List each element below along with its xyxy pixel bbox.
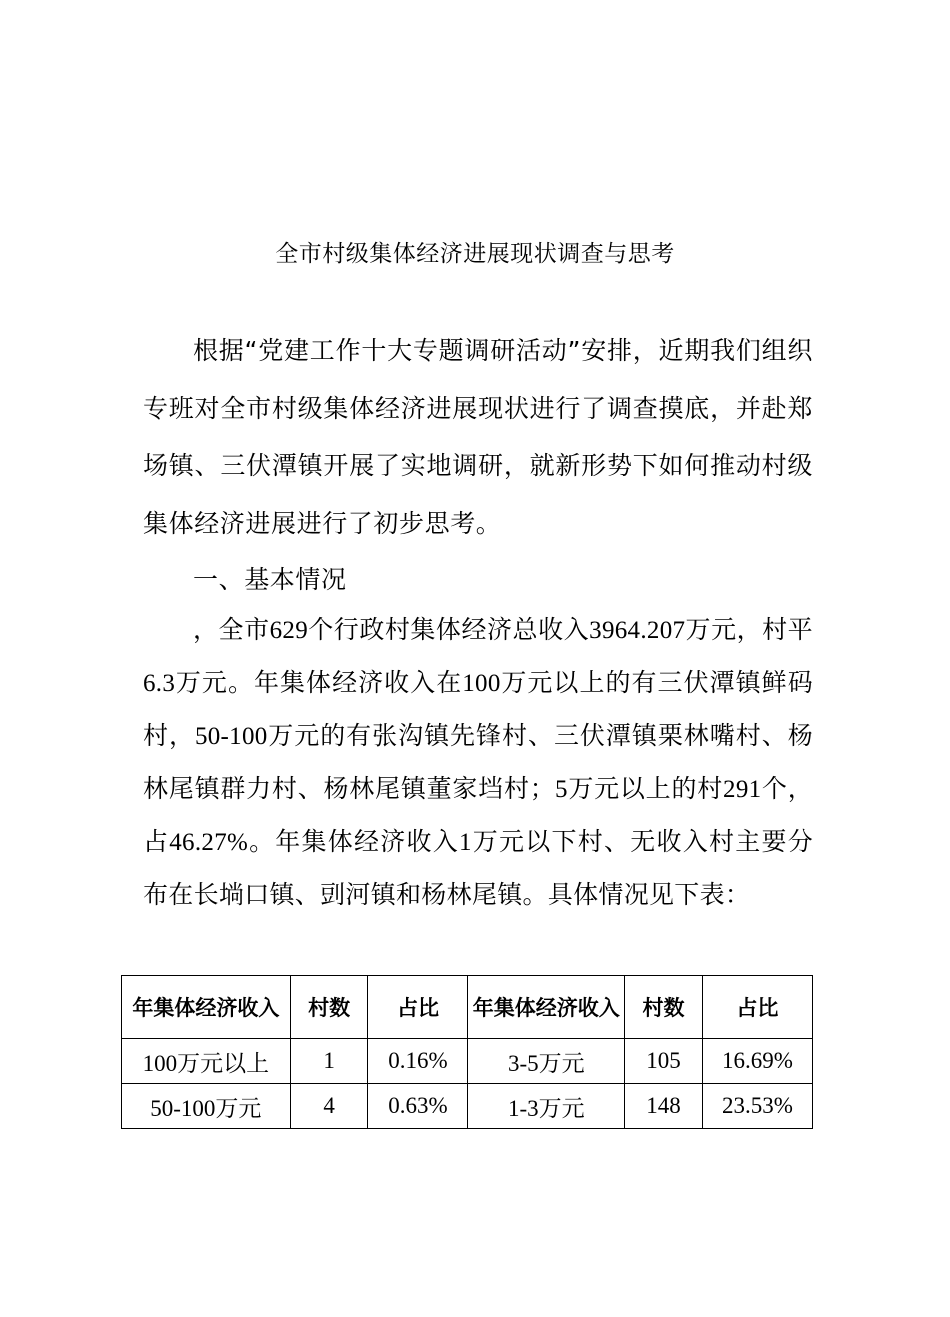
table-cell: 4 (290, 1084, 368, 1129)
table-cell: 3-5万元 (468, 1039, 625, 1084)
table-cell: 1 (290, 1039, 368, 1084)
table-cell: 50-100万元 (122, 1084, 291, 1129)
table-cell: 148 (625, 1084, 703, 1129)
income-distribution-table (121, 975, 813, 1129)
table-cell: 1-3万元 (468, 1084, 625, 1129)
table-cell: 105 (625, 1039, 703, 1084)
header-percentage-1: 占比 (368, 976, 468, 1039)
table-cell: 0.16% (368, 1039, 468, 1084)
header-income-range-1: 年集体经济收入 (122, 976, 291, 1039)
table-row (122, 1084, 813, 1129)
header-village-count-2: 村数 (625, 976, 703, 1039)
basic-situation-paragraph: ，全市629个行政村集体经济总收入3964.207万元，村平6.3万元。年集体经济收入在100万元以上的有三伏潭镇鲜码村，50-100万元的有张沟镇先锋村、三伏潭镇栗林嘴村、杨林尾镇群力村、杨林尾镇董家垱村；5万元以上的村291个，占46.27%。年集体经济收入1万元以下村、无收入村主要分布在长埫口镇、剅河镇和杨林尾镇。具体情况见下表： (143, 617, 813, 909)
table-cell: 100万元以上 (122, 1039, 291, 1084)
table-row (122, 1039, 813, 1084)
table-cell: 16.69% (702, 1039, 812, 1084)
table-header-row (122, 976, 813, 1039)
table-cell: 0.63% (368, 1084, 468, 1129)
intro-paragraph: 根据“党建工作十大专题调研活动”安排，近期我们组织专班对全市村级集体经济进展现状进行了调查摸底，并赴郑场镇、三伏潭镇开展了实地调研，就新形势下如何推动村级集体经济进展进行了初步思考。 (143, 336, 813, 538)
section-heading: 一、基本情况 (193, 565, 347, 594)
header-income-range-2: 年集体经济收入 (468, 976, 625, 1039)
table-cell: 23.53% (702, 1084, 812, 1129)
header-village-count-1: 村数 (290, 976, 368, 1039)
document-title: 全市村级集体经济进展现状调查与思考 (275, 241, 675, 267)
header-percentage-2: 占比 (702, 976, 812, 1039)
